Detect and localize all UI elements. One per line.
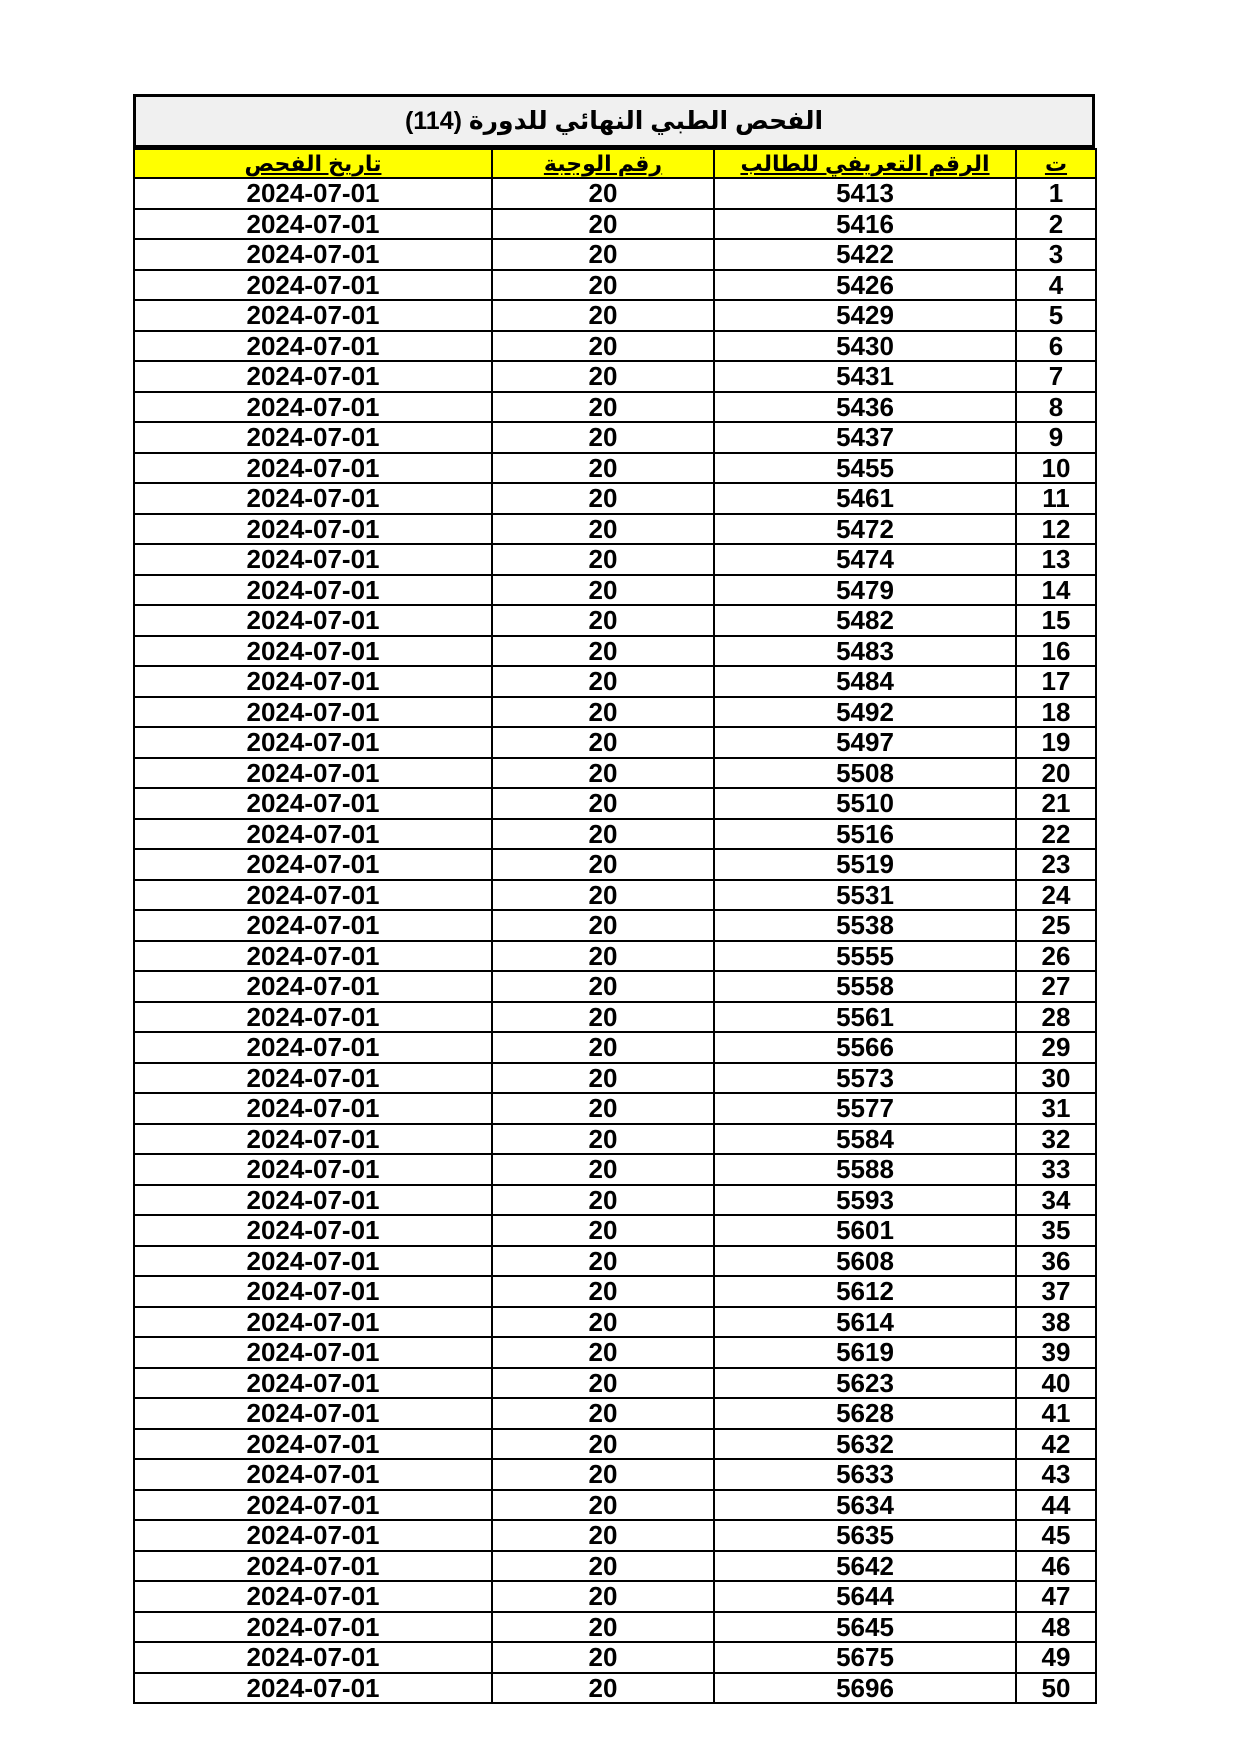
header-student-id: الرقم التعريفي للطالب: [714, 149, 1016, 178]
student-id-cell: 5538: [714, 910, 1016, 941]
batch-number-cell: 20: [492, 1337, 714, 1368]
table-row: [134, 544, 1096, 575]
exam-date-cell: 2024-07-01: [134, 239, 492, 270]
batch-number-cell: 20: [492, 1002, 714, 1033]
batch-number-cell: 20: [492, 300, 714, 331]
table-row: [134, 514, 1096, 545]
exam-date-cell: 2024-07-01: [134, 1337, 492, 1368]
student-id-cell: 5455: [714, 453, 1016, 484]
exam-date-cell: 2024-07-01: [134, 209, 492, 240]
student-id-cell: 5474: [714, 544, 1016, 575]
row-index-cell: 23: [1016, 849, 1096, 880]
student-id-cell: 5510: [714, 788, 1016, 819]
exam-date-cell: 2024-07-01: [134, 1429, 492, 1460]
row-index-cell: 41: [1016, 1398, 1096, 1429]
exam-date-cell: 2024-07-01: [134, 361, 492, 392]
row-index-cell: 5: [1016, 300, 1096, 331]
batch-number-cell: 20: [492, 1520, 714, 1551]
batch-number-cell: 20: [492, 1612, 714, 1643]
table-row: [134, 300, 1096, 331]
exam-date-cell: 2024-07-01: [134, 1490, 492, 1521]
student-id-cell: 5429: [714, 300, 1016, 331]
table-row: [134, 1093, 1096, 1124]
table-row: [134, 1002, 1096, 1033]
student-id-cell: 5431: [714, 361, 1016, 392]
header-batch-number: رقم الوجبة: [492, 149, 714, 178]
row-index-cell: 27: [1016, 971, 1096, 1002]
student-id-cell: 5623: [714, 1368, 1016, 1399]
row-index-cell: 26: [1016, 941, 1096, 972]
row-index-cell: 20: [1016, 758, 1096, 789]
table-row: [134, 1612, 1096, 1643]
batch-number-cell: 20: [492, 1032, 714, 1063]
batch-number-cell: 20: [492, 819, 714, 850]
table-row: [134, 1642, 1096, 1673]
batch-number-cell: 20: [492, 270, 714, 301]
row-index-cell: 35: [1016, 1215, 1096, 1246]
exam-date-cell: 2024-07-01: [134, 788, 492, 819]
exam-date-cell: 2024-07-01: [134, 1002, 492, 1033]
batch-number-cell: 20: [492, 1185, 714, 1216]
exam-date-cell: 2024-07-01: [134, 1673, 492, 1704]
student-id-cell: 5593: [714, 1185, 1016, 1216]
batch-number-cell: 20: [492, 941, 714, 972]
student-id-cell: 5584: [714, 1124, 1016, 1155]
medical-exam-sheet: [133, 94, 1095, 1704]
table-row: [134, 666, 1096, 697]
batch-number-cell: 20: [492, 1276, 714, 1307]
table-row: [134, 1246, 1096, 1277]
student-id-cell: 5437: [714, 422, 1016, 453]
row-index-cell: 44: [1016, 1490, 1096, 1521]
exam-date-cell: 2024-07-01: [134, 1368, 492, 1399]
exam-date-cell: 2024-07-01: [134, 392, 492, 423]
student-id-cell: 5555: [714, 941, 1016, 972]
batch-number-cell: 20: [492, 1063, 714, 1094]
row-index-cell: 4: [1016, 270, 1096, 301]
table-row: [134, 1276, 1096, 1307]
exam-date-cell: 2024-07-01: [134, 270, 492, 301]
row-index-cell: 38: [1016, 1307, 1096, 1338]
table-row: [134, 941, 1096, 972]
row-index-cell: 42: [1016, 1429, 1096, 1460]
table-row: [134, 605, 1096, 636]
batch-number-cell: 20: [492, 178, 714, 209]
batch-number-cell: 20: [492, 1642, 714, 1673]
exam-date-cell: 2024-07-01: [134, 514, 492, 545]
student-id-cell: 5461: [714, 483, 1016, 514]
header-exam-date: تاريخ الفحص: [134, 149, 492, 178]
batch-number-cell: 20: [492, 1093, 714, 1124]
batch-number-cell: 20: [492, 910, 714, 941]
batch-number-cell: 20: [492, 605, 714, 636]
table-row: [134, 270, 1096, 301]
row-index-cell: 19: [1016, 727, 1096, 758]
exam-date-cell: 2024-07-01: [134, 819, 492, 850]
batch-number-cell: 20: [492, 788, 714, 819]
student-id-cell: 5561: [714, 1002, 1016, 1033]
batch-number-cell: 20: [492, 1551, 714, 1582]
exam-date-cell: 2024-07-01: [134, 1612, 492, 1643]
table-row: [134, 453, 1096, 484]
exam-date-cell: 2024-07-01: [134, 605, 492, 636]
student-id-cell: 5577: [714, 1093, 1016, 1124]
table-row: [134, 1429, 1096, 1460]
row-index-cell: 45: [1016, 1520, 1096, 1551]
row-index-cell: 11: [1016, 483, 1096, 514]
row-index-cell: 40: [1016, 1368, 1096, 1399]
student-id-cell: 5644: [714, 1581, 1016, 1612]
exam-table: [133, 148, 1097, 1704]
student-id-cell: 5619: [714, 1337, 1016, 1368]
batch-number-cell: 20: [492, 849, 714, 880]
table-row: [134, 1337, 1096, 1368]
table-row: [134, 849, 1096, 880]
batch-number-cell: 20: [492, 453, 714, 484]
exam-date-cell: 2024-07-01: [134, 1063, 492, 1094]
table-row: [134, 209, 1096, 240]
row-index-cell: 8: [1016, 392, 1096, 423]
student-id-cell: 5519: [714, 849, 1016, 880]
table-row: [134, 697, 1096, 728]
row-index-cell: 50: [1016, 1673, 1096, 1704]
student-id-cell: 5426: [714, 270, 1016, 301]
student-id-cell: 5479: [714, 575, 1016, 606]
batch-number-cell: 20: [492, 483, 714, 514]
table-row: [134, 1032, 1096, 1063]
exam-date-cell: 2024-07-01: [134, 1307, 492, 1338]
exam-date-cell: 2024-07-01: [134, 575, 492, 606]
student-id-cell: 5416: [714, 209, 1016, 240]
exam-date-cell: 2024-07-01: [134, 1276, 492, 1307]
row-index-cell: 7: [1016, 361, 1096, 392]
batch-number-cell: 20: [492, 239, 714, 270]
table-row: [134, 575, 1096, 606]
exam-date-cell: 2024-07-01: [134, 1642, 492, 1673]
row-index-cell: 32: [1016, 1124, 1096, 1155]
row-index-cell: 31: [1016, 1093, 1096, 1124]
batch-number-cell: 20: [492, 727, 714, 758]
exam-date-cell: 2024-07-01: [134, 1093, 492, 1124]
row-index-cell: 14: [1016, 575, 1096, 606]
student-id-cell: 5634: [714, 1490, 1016, 1521]
batch-number-cell: 20: [492, 1124, 714, 1155]
student-id-cell: 5483: [714, 636, 1016, 667]
student-id-cell: 5601: [714, 1215, 1016, 1246]
batch-number-cell: 20: [492, 514, 714, 545]
student-id-cell: 5508: [714, 758, 1016, 789]
table-row: [134, 1368, 1096, 1399]
table-row: [134, 331, 1096, 362]
batch-number-cell: 20: [492, 1581, 714, 1612]
exam-date-cell: 2024-07-01: [134, 544, 492, 575]
table-row: [134, 1581, 1096, 1612]
exam-date-cell: 2024-07-01: [134, 1398, 492, 1429]
row-index-cell: 15: [1016, 605, 1096, 636]
exam-date-cell: 2024-07-01: [134, 758, 492, 789]
exam-date-cell: 2024-07-01: [134, 697, 492, 728]
row-index-cell: 33: [1016, 1154, 1096, 1185]
table-row: [134, 1063, 1096, 1094]
table-row: [134, 1673, 1096, 1704]
table-row: [134, 422, 1096, 453]
exam-date-cell: 2024-07-01: [134, 849, 492, 880]
table-row: [134, 910, 1096, 941]
batch-number-cell: 20: [492, 1154, 714, 1185]
student-id-cell: 5645: [714, 1612, 1016, 1643]
student-id-cell: 5484: [714, 666, 1016, 697]
student-id-cell: 5482: [714, 605, 1016, 636]
table-row: [134, 178, 1096, 209]
batch-number-cell: 20: [492, 1246, 714, 1277]
batch-number-cell: 20: [492, 209, 714, 240]
row-index-cell: 43: [1016, 1459, 1096, 1490]
row-index-cell: 3: [1016, 239, 1096, 270]
exam-date-cell: 2024-07-01: [134, 1520, 492, 1551]
row-index-cell: 16: [1016, 636, 1096, 667]
row-index-cell: 37: [1016, 1276, 1096, 1307]
batch-number-cell: 20: [492, 422, 714, 453]
exam-date-cell: 2024-07-01: [134, 300, 492, 331]
table-row: [134, 1398, 1096, 1429]
row-index-cell: 47: [1016, 1581, 1096, 1612]
batch-number-cell: 20: [492, 361, 714, 392]
batch-number-cell: 20: [492, 1398, 714, 1429]
row-index-cell: 12: [1016, 514, 1096, 545]
row-index-cell: 1: [1016, 178, 1096, 209]
student-id-cell: 5612: [714, 1276, 1016, 1307]
table-row: [134, 1520, 1096, 1551]
exam-date-cell: 2024-07-01: [134, 941, 492, 972]
student-id-cell: 5472: [714, 514, 1016, 545]
table-row: [134, 1215, 1096, 1246]
table-row: [134, 1124, 1096, 1155]
table-row: [134, 758, 1096, 789]
student-id-cell: 5573: [714, 1063, 1016, 1094]
row-index-cell: 49: [1016, 1642, 1096, 1673]
student-id-cell: 5436: [714, 392, 1016, 423]
exam-date-cell: 2024-07-01: [134, 483, 492, 514]
table-row: [134, 727, 1096, 758]
student-id-cell: 5531: [714, 880, 1016, 911]
row-index-cell: 13: [1016, 544, 1096, 575]
row-index-cell: 28: [1016, 1002, 1096, 1033]
exam-date-cell: 2024-07-01: [134, 453, 492, 484]
exam-date-cell: 2024-07-01: [134, 1459, 492, 1490]
batch-number-cell: 20: [492, 636, 714, 667]
table-header-row: [134, 149, 1096, 178]
row-index-cell: 18: [1016, 697, 1096, 728]
batch-number-cell: 20: [492, 544, 714, 575]
batch-number-cell: 20: [492, 392, 714, 423]
table-row: [134, 392, 1096, 423]
batch-number-cell: 20: [492, 971, 714, 1002]
row-index-cell: 6: [1016, 331, 1096, 362]
student-id-cell: 5632: [714, 1429, 1016, 1460]
document-title: الفحص الطبي النهائي للدورة (114): [133, 94, 1095, 148]
batch-number-cell: 20: [492, 1307, 714, 1338]
row-index-cell: 21: [1016, 788, 1096, 819]
header-index: ت: [1016, 149, 1096, 178]
student-id-cell: 5558: [714, 971, 1016, 1002]
batch-number-cell: 20: [492, 331, 714, 362]
exam-date-cell: 2024-07-01: [134, 1581, 492, 1612]
table-row: [134, 239, 1096, 270]
row-index-cell: 36: [1016, 1246, 1096, 1277]
batch-number-cell: 20: [492, 1490, 714, 1521]
exam-date-cell: 2024-07-01: [134, 1124, 492, 1155]
student-id-cell: 5492: [714, 697, 1016, 728]
row-index-cell: 39: [1016, 1337, 1096, 1368]
batch-number-cell: 20: [492, 666, 714, 697]
student-id-cell: 5413: [714, 178, 1016, 209]
table-row: [134, 819, 1096, 850]
student-id-cell: 5633: [714, 1459, 1016, 1490]
student-id-cell: 5696: [714, 1673, 1016, 1704]
row-index-cell: 48: [1016, 1612, 1096, 1643]
exam-date-cell: 2024-07-01: [134, 727, 492, 758]
table-row: [134, 361, 1096, 392]
batch-number-cell: 20: [492, 1215, 714, 1246]
exam-date-cell: 2024-07-01: [134, 331, 492, 362]
table-row: [134, 636, 1096, 667]
exam-date-cell: 2024-07-01: [134, 880, 492, 911]
student-id-cell: 5566: [714, 1032, 1016, 1063]
student-id-cell: 5588: [714, 1154, 1016, 1185]
student-id-cell: 5497: [714, 727, 1016, 758]
table-row: [134, 1459, 1096, 1490]
student-id-cell: 5635: [714, 1520, 1016, 1551]
exam-date-cell: 2024-07-01: [134, 1215, 492, 1246]
table-row: [134, 1307, 1096, 1338]
table-row: [134, 971, 1096, 1002]
student-id-cell: 5675: [714, 1642, 1016, 1673]
batch-number-cell: 20: [492, 1368, 714, 1399]
batch-number-cell: 20: [492, 575, 714, 606]
batch-number-cell: 20: [492, 697, 714, 728]
table-row: [134, 1185, 1096, 1216]
exam-date-cell: 2024-07-01: [134, 1154, 492, 1185]
student-id-cell: 5628: [714, 1398, 1016, 1429]
row-index-cell: 25: [1016, 910, 1096, 941]
exam-date-cell: 2024-07-01: [134, 422, 492, 453]
student-id-cell: 5614: [714, 1307, 1016, 1338]
batch-number-cell: 20: [492, 1673, 714, 1704]
exam-date-cell: 2024-07-01: [134, 1032, 492, 1063]
exam-date-cell: 2024-07-01: [134, 1551, 492, 1582]
row-index-cell: 24: [1016, 880, 1096, 911]
row-index-cell: 10: [1016, 453, 1096, 484]
table-row: [134, 880, 1096, 911]
exam-date-cell: 2024-07-01: [134, 1185, 492, 1216]
row-index-cell: 9: [1016, 422, 1096, 453]
table-row: [134, 1551, 1096, 1582]
table-body: [134, 178, 1096, 1703]
student-id-cell: 5430: [714, 331, 1016, 362]
student-id-cell: 5608: [714, 1246, 1016, 1277]
table-row: [134, 1490, 1096, 1521]
student-id-cell: 5642: [714, 1551, 1016, 1582]
row-index-cell: 30: [1016, 1063, 1096, 1094]
row-index-cell: 17: [1016, 666, 1096, 697]
batch-number-cell: 20: [492, 758, 714, 789]
batch-number-cell: 20: [492, 1459, 714, 1490]
row-index-cell: 22: [1016, 819, 1096, 850]
exam-date-cell: 2024-07-01: [134, 910, 492, 941]
exam-date-cell: 2024-07-01: [134, 178, 492, 209]
row-index-cell: 29: [1016, 1032, 1096, 1063]
exam-date-cell: 2024-07-01: [134, 636, 492, 667]
student-id-cell: 5422: [714, 239, 1016, 270]
batch-number-cell: 20: [492, 880, 714, 911]
table-row: [134, 788, 1096, 819]
exam-date-cell: 2024-07-01: [134, 666, 492, 697]
table-row: [134, 1154, 1096, 1185]
student-id-cell: 5516: [714, 819, 1016, 850]
table-row: [134, 483, 1096, 514]
exam-date-cell: 2024-07-01: [134, 971, 492, 1002]
row-index-cell: 34: [1016, 1185, 1096, 1216]
exam-date-cell: 2024-07-01: [134, 1246, 492, 1277]
batch-number-cell: 20: [492, 1429, 714, 1460]
row-index-cell: 2: [1016, 209, 1096, 240]
row-index-cell: 46: [1016, 1551, 1096, 1582]
